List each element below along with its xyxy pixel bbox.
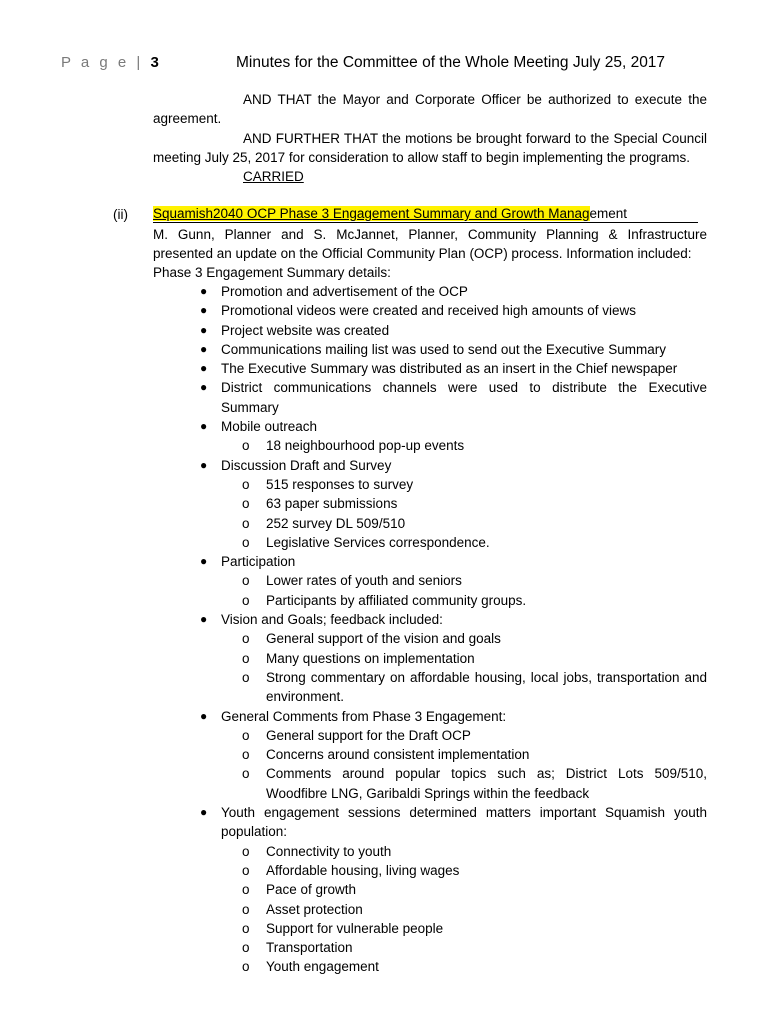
page-header: [0, 54, 770, 76]
item-subhead: Phase 3 Engagement Summary details:: [153, 265, 391, 280]
list-item-text: Communications mailing list was used to send out the Executive Summary: [221, 341, 666, 357]
circle-bullet-icon: o: [242, 476, 250, 492]
sub-list-item-text: General support of the vision and goals: [266, 631, 501, 647]
list-item-text: The Executive Summary was distributed as an insert in the Chief newspaper: [221, 361, 678, 377]
sub-list-item: [242, 861, 707, 880]
circle-bullet-icon: o: [242, 862, 250, 878]
bullet-icon: ●: [200, 554, 208, 569]
list-item-text: General Comments from Phase 3 Engagement:: [221, 708, 507, 724]
carried-label: CARRIED: [243, 169, 304, 184]
circle-bullet-icon: o: [242, 631, 250, 647]
sub-list-item-text: General support for the Draft OCP: [266, 727, 471, 743]
sub-list-item: [242, 571, 707, 590]
sub-list: [221, 475, 707, 552]
sub-list-item: [242, 494, 707, 513]
sub-list-item: [242, 514, 707, 533]
sub-list-item-text: Pace of growth: [266, 882, 357, 898]
sub-list-item-text: Concerns around consistent implementation: [266, 747, 530, 763]
sub-list-item: [242, 629, 707, 648]
bullet-icon: ●: [200, 457, 208, 472]
sub-list-item: [242, 591, 707, 610]
list-item-text: Mobile outreach: [221, 419, 318, 435]
sub-list-item-text: Support for vulnerable people: [266, 920, 444, 936]
circle-bullet-icon: o: [242, 496, 250, 512]
page-number-value: 3: [150, 54, 159, 71]
circle-bullet-icon: o: [242, 592, 250, 608]
sub-list-item-text: Participants by affiliated community groups.: [266, 592, 527, 608]
list-item-text: Promotion and advertisement of the OCP: [221, 284, 468, 299]
circle-bullet-icon: o: [242, 882, 250, 898]
circle-bullet-icon: o: [242, 747, 250, 763]
list-item: [0, 301, 707, 320]
circle-bullet-icon: o: [242, 901, 250, 917]
document-title: Minutes for the Committee of the Whole Meeting July 25, 2017: [236, 54, 666, 71]
sub-list-item: [242, 842, 707, 861]
bullet-icon: ●: [200, 380, 208, 395]
motion-paragraph-1: AND THAT the Mayor and Corporate Officer be authorized to execute the agreement.: [153, 92, 707, 127]
sub-list-item: [242, 764, 707, 803]
sub-list-item-text: Comments around popular topics such as; District Lots 509/510, Woodfibre LNG, Garibaldi Springs within the feedback: [266, 766, 707, 801]
item-title: [153, 205, 698, 223]
bullet-icon: ●: [200, 361, 208, 376]
list-item-text: Participation: [221, 554, 296, 570]
sub-list-item-text: Strong commentary on affordable housing, local jobs, transportation and environment.: [266, 669, 707, 705]
sub-list-item: [242, 668, 707, 707]
list-item: [0, 282, 707, 301]
sub-list-item: [242, 900, 707, 919]
sub-list-item-text: Lower rates of youth and seniors: [266, 573, 462, 589]
bullet-icon: ●: [200, 612, 208, 627]
sub-list: [221, 842, 707, 977]
sub-list-item: [242, 475, 707, 494]
sub-list-item-text: Affordable housing, living wages: [266, 862, 460, 878]
list-item: [0, 456, 707, 552]
list-item-text: Youth engagement sessions determined matters important Squamish youth population:: [221, 805, 707, 840]
sub-list-item-text: Legislative Services correspondence.: [266, 534, 490, 550]
sub-list-item-text: Many questions on implementation: [266, 650, 475, 666]
circle-bullet-icon: o: [242, 650, 250, 666]
circle-bullet-icon: o: [242, 766, 250, 782]
sub-list-item-text: 18 neighbourhood pop-up events: [266, 438, 465, 454]
bullet-icon: ●: [200, 805, 208, 820]
sub-list: [221, 726, 707, 803]
sub-list-item: [242, 919, 707, 938]
sub-list-item: [242, 957, 707, 976]
list-item: [0, 803, 707, 977]
sub-list-item-text: Transportation: [266, 940, 353, 956]
details-list: [0, 282, 770, 977]
sub-list-item-text: Asset protection: [266, 901, 363, 917]
bullet-icon: ●: [200, 322, 208, 337]
bullet-icon: ●: [200, 341, 208, 356]
circle-bullet-icon: o: [242, 438, 250, 454]
sub-list-item: [242, 533, 707, 552]
circle-bullet-icon: o: [242, 727, 250, 743]
sub-list-item-text: 252 survey DL 509/510: [266, 515, 406, 531]
sub-list: [221, 629, 707, 706]
sub-list-item: [242, 745, 707, 764]
item-number: (ii): [113, 207, 128, 222]
page-number: [61, 54, 159, 71]
bullet-icon: ●: [200, 708, 208, 723]
circle-bullet-icon: o: [242, 920, 250, 936]
sub-list: [221, 571, 707, 610]
list-item: [0, 552, 707, 610]
list-item-text: District communications channels were used to distribute the Executive Summary: [221, 380, 707, 415]
list-item: [0, 417, 707, 456]
circle-bullet-icon: o: [242, 534, 250, 550]
bullet-icon: ●: [200, 303, 208, 318]
sub-list-item: [242, 649, 707, 668]
bullet-icon: ●: [200, 284, 208, 298]
list-item-text: Vision and Goals; feedback included:: [221, 612, 443, 628]
circle-bullet-icon: o: [242, 959, 250, 975]
sub-list-item-text: 515 responses to survey: [266, 476, 414, 492]
motion-paragraph-2: AND FURTHER THAT the motions be brought forward to the Special Council meeting July 25, 2017 for consideration to allow staff to begin implementing the programs.: [153, 131, 707, 166]
list-item: [0, 610, 707, 706]
list-item-text: Discussion Draft and Survey: [221, 457, 392, 473]
sub-list-item: [242, 436, 707, 455]
circle-bullet-icon: o: [242, 669, 250, 685]
item-title-rest: ement: [589, 206, 628, 221]
sub-list: [221, 436, 707, 455]
sub-list-item-text: Connectivity to youth: [266, 843, 392, 859]
sub-list-item-text: 63 paper submissions: [266, 496, 398, 512]
list-item: [0, 359, 707, 378]
list-item-text: Promotional videos were created and received high amounts of views: [221, 303, 636, 319]
circle-bullet-icon: o: [242, 515, 250, 531]
list-item-text: Project website was created: [221, 322, 390, 338]
circle-bullet-icon: o: [242, 843, 250, 859]
bullet-icon: ●: [200, 419, 208, 434]
list-item: [0, 340, 707, 359]
sub-list-item: [242, 726, 707, 745]
list-item: [0, 707, 707, 803]
circle-bullet-icon: o: [242, 573, 250, 589]
sub-list-item: [242, 938, 707, 957]
circle-bullet-icon: o: [242, 940, 250, 956]
item-title-highlight: Squamish2040 OCP Phase 3 Engagement Summary and Growth Manag: [153, 206, 590, 221]
page-label: P a g e |: [61, 54, 144, 71]
item-intro: M. Gunn, Planner and S. McJannet, Planner, Community Planning & Infrastructure presented an update on the Official Community Plan (OCP) process. Information included:: [153, 227, 707, 262]
list-item: [0, 378, 707, 417]
sub-list-item-text: Youth engagement: [266, 959, 379, 975]
sub-list-item: [242, 880, 707, 899]
list-item: [0, 321, 707, 340]
